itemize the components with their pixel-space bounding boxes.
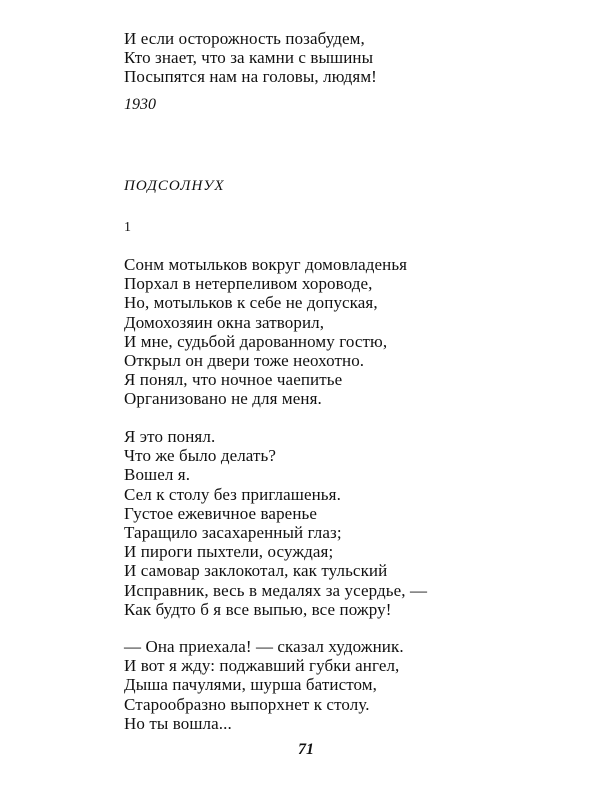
page-number: 71: [298, 741, 314, 758]
poem-line: Что же было делать?: [124, 446, 277, 466]
poem-line: И пироги пыхтели, осуждая;: [124, 542, 334, 562]
poem-line: — Она приехала! — сказал художник.: [124, 637, 404, 656]
poem-line: И мне, судьбой дарованному гостю,: [124, 331, 388, 351]
poem-line: Густое ежевичное варенье: [124, 503, 318, 523]
poem-line: Исправник, весь в медалях за усердье, —: [124, 580, 428, 600]
poem-line: Кто знает, что за камни с вышины: [124, 48, 374, 68]
poem-line: Как будто б я все выпью, все пожру!: [124, 599, 392, 619]
poem-line: Таращило засахаренный глаз;: [124, 523, 342, 543]
stanza-1: [124, 255, 407, 409]
poem-line: Я это понял.: [124, 427, 216, 446]
poem-line: Но ты вошла...: [124, 713, 232, 733]
poem-line: Я понял, что ночное чаепитье: [124, 370, 343, 390]
poem-line: Организовано не для меня.: [124, 389, 322, 409]
poem-line: Порхал в нетерпеливом хороводе,: [124, 274, 373, 294]
stanza-2: [124, 427, 427, 619]
poem-line: Но, мотыльков к себе не допуская,: [124, 293, 378, 313]
poem-line: Сел к столу без приглашенья.: [124, 484, 341, 504]
poem-title: ПОДСОЛНУХ: [124, 178, 225, 194]
poem-line: Вошел я.: [124, 465, 191, 485]
poem-line: И самовар заклокотал, как тульский: [124, 561, 388, 581]
stanza-3: [124, 637, 404, 733]
poem-line: Открыл он двери тоже неохотно.: [124, 351, 365, 371]
poem-line: И вот я жду: поджавший губки ангел,: [124, 656, 400, 676]
poem-line: Сонм мотыльков вокруг домовладенья: [124, 255, 408, 274]
poem-part-number: 1: [124, 220, 131, 235]
top-stanza: [124, 29, 377, 87]
poem-line: Посыпятся нам на головы, людям!: [124, 67, 377, 87]
poem-line: Домохозяин окна затворил,: [124, 312, 325, 332]
poem-date: 1930: [124, 96, 156, 113]
poem-line: И если осторожность позабудем,: [124, 29, 365, 48]
poem-line: Старообразно выпорхнет к столу.: [124, 694, 370, 714]
poem-line: Дыша пачулями, шурша батистом,: [124, 675, 378, 695]
